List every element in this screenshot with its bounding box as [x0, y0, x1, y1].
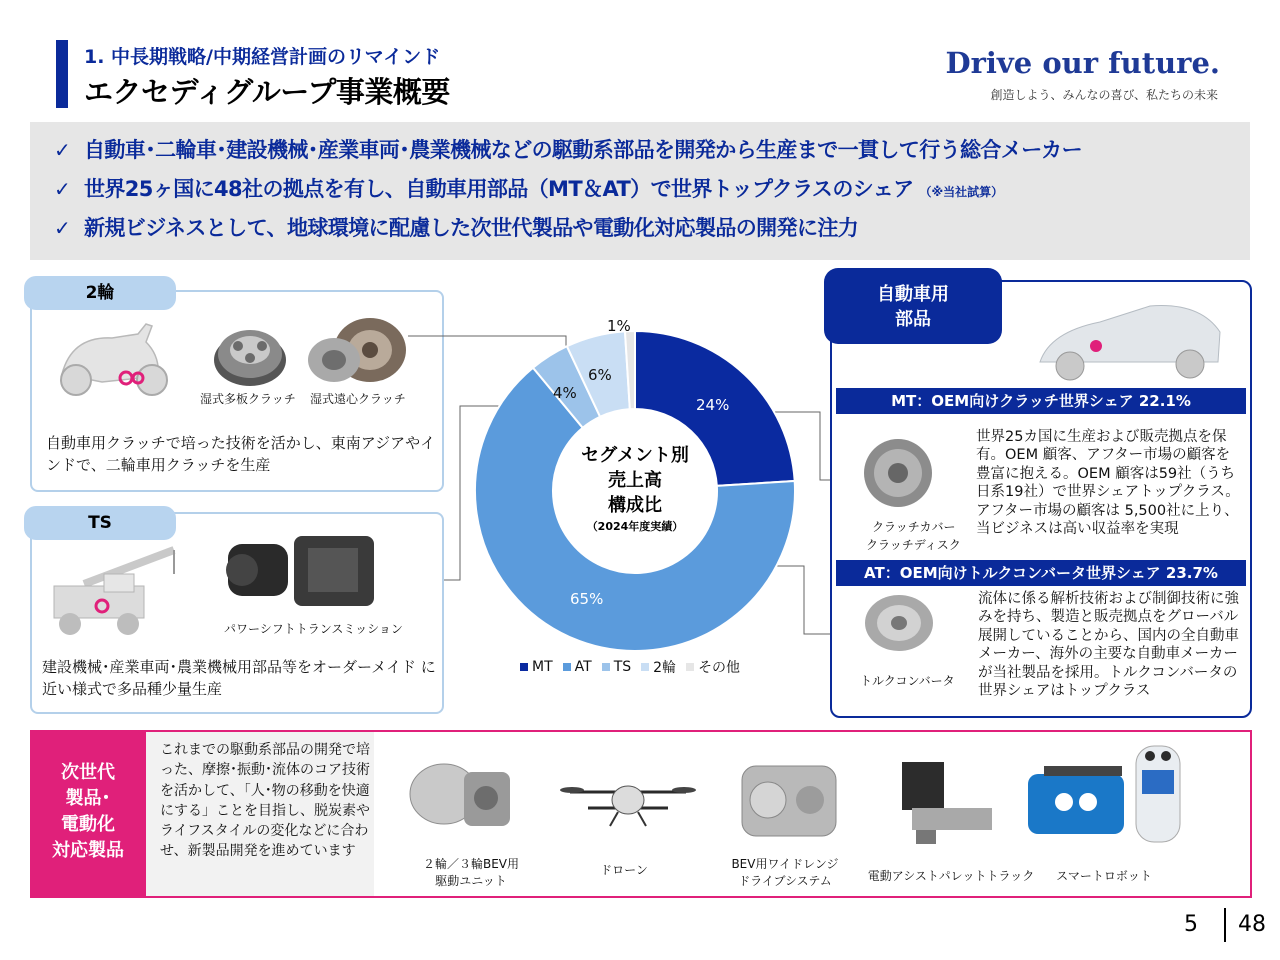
donut-center-title [560, 443, 710, 518]
legend-item [520, 659, 553, 675]
legend-swatch [602, 663, 610, 671]
legend-label: MT [532, 659, 553, 675]
powershift-transmission-caption: パワーシフトトランスミッション [224, 622, 403, 636]
slice-label-at: 65% [570, 590, 604, 608]
next-gen-tab-line: 製品･ [65, 788, 111, 809]
ts-description: 建設機械･産業車両･農業機械用部品等をオーダーメイド に近い様式で多品種少量生産 [42, 658, 436, 698]
ts-tab: TS [24, 506, 176, 540]
legend-swatch [563, 663, 571, 671]
donut-center-line: 売上高 [608, 470, 662, 491]
automotive-tab [824, 268, 1002, 344]
product-caption-line: ２輪／３輪BEV用 [422, 857, 520, 871]
wet-centrifugal-clutch-caption: 湿式遠心クラッチ [310, 392, 406, 406]
torque-converter-image [860, 592, 938, 654]
mt-share-banner: MT：OEM向けクラッチ世界シェア 22.1% [836, 388, 1246, 414]
page-number: 5 [1184, 912, 1198, 937]
bev-wide-range-drive-image [734, 752, 844, 848]
mt-description: 世界25カ国に生産および販売拠点を保有。OEM 顧客、アフター市場の顧客を豊富に抱える。OEM 顧客は59社（うち日系19社）で世界シェアトップクラス。アフター市場の顧客は 5,500社に上り、当ビジネスは高い収益率を実現 [976, 429, 1240, 538]
page-divider [1224, 908, 1226, 942]
clutch-disc-caption: クラッチディスク [866, 538, 961, 552]
next-gen-tab-line: 対応製品 [52, 840, 124, 861]
page-title: エクセディグループ事業概要 [84, 75, 450, 109]
automotive-tab-line: 自動車用 [877, 284, 949, 305]
next-gen-tab-line: 電動化 [61, 814, 115, 835]
product-caption-line: BEV用ワイドレンジ [731, 857, 839, 871]
legend-swatch [686, 663, 694, 671]
product-caption [866, 868, 1036, 885]
summary-text: 世界25ヶ国に48社の拠点を有し、自動車用部品（MT＆AT）で世界トップクラスのシェア [84, 177, 914, 201]
next-gen-description: これまでの駆動系部品の開発で培った、摩擦･振動･流体のコア技術を活かして、「人･物の移動を快適にする」ことを目指し、脱炭素やライフスタイルの変化などに合わせ、新製品開発を進めています [160, 742, 370, 860]
next-gen-tab [30, 730, 146, 898]
slice-label-other: 1% [607, 317, 631, 335]
product-caption-line: 電動アシストパレットトラック [867, 869, 1035, 883]
summary-text: 自動車･二輪車･建設機械･産業車両･農業機械などの駆動系部品を開発から生産まで一貫して行う総合メーカー [84, 138, 1082, 162]
legend-label: AT [574, 659, 592, 675]
slice-label-mt: 24% [696, 396, 730, 414]
product-caption-line: 駆動ユニット [435, 874, 507, 888]
at-share-banner: AT：OEM向けトルクコンバータ世界シェア 23.7% [836, 560, 1246, 586]
legend-swatch [641, 663, 649, 671]
product-caption [406, 856, 536, 890]
brand-slogan-sub: 創造しよう、みんなの喜び、私たちの未来 [990, 88, 1218, 102]
torque-converter-caption: トルクコンバータ [860, 674, 955, 688]
legend-label: その他 [698, 660, 741, 676]
legend-item [686, 657, 740, 677]
check-icon: ✓ [54, 138, 71, 162]
check-icon: ✓ [54, 177, 71, 201]
brand-slogan: Drive our future. [945, 46, 1220, 80]
donut-center-subtitle: （2024年度実績） [586, 520, 684, 533]
product-caption [574, 862, 674, 879]
clutch-cover-image [858, 436, 938, 510]
next-gen-tab-line: 次世代 [61, 762, 115, 783]
wet-multiplate-clutch-caption: 湿式多板クラッチ [200, 392, 296, 406]
bev-drive-unit-image [404, 742, 518, 842]
chart-legend [520, 657, 750, 677]
product-caption-line: ドローン [600, 863, 648, 877]
at-description: 流体に係る解析技術および制御技術に強みを持ち、製造と販売拠点をグローバル展開していることから、国内の全自動車メーカー、海外の主要な自動車メーカーが当社製品を採用。トルクコンバータの世界シェアはトップクラス [978, 591, 1239, 700]
product-caption-line: ドライブシステム [738, 874, 832, 888]
legend-item [563, 659, 592, 675]
section-subtitle: 1. 中長期戦略/中期経営計画のリマインド [84, 46, 441, 68]
slice-label-2wheel: 6% [588, 366, 612, 384]
electric-pallet-truck-image [892, 756, 1002, 852]
car-chassis-image [1030, 292, 1230, 386]
drone-image [558, 768, 698, 832]
two-wheel-tab: 2輪 [24, 276, 176, 310]
product-caption [1054, 868, 1154, 885]
product-caption-line: スマートロボット [1056, 869, 1152, 883]
summary-note: （※当社試算） [919, 185, 1004, 199]
donut-center-line: 構成比 [608, 495, 662, 516]
check-icon: ✓ [54, 216, 71, 240]
automotive-tab-line: 部品 [895, 309, 931, 330]
smart-robot-image [1024, 740, 1194, 848]
page-total: 48 [1238, 912, 1266, 937]
legend-item [641, 657, 676, 677]
legend-label: 2輪 [653, 660, 677, 676]
product-caption [720, 856, 850, 890]
donut-center-line: セグメント別 [581, 445, 689, 466]
legend-swatch [520, 663, 528, 671]
clutch-cover-caption: クラッチカバー [872, 520, 956, 534]
legend-label: TS [613, 659, 632, 675]
legend-item [602, 659, 631, 675]
two-wheel-description: 自動車用クラッチで培った技術を活かし、東南アジアやインドで、二輪車用クラッチを生産 [46, 434, 436, 474]
slice-label-ts: 4% [553, 384, 577, 402]
summary-text: 新規ビジネスとして、地球環境に配慮した次世代製品や電動化対応製品の開発に注力 [84, 216, 859, 240]
